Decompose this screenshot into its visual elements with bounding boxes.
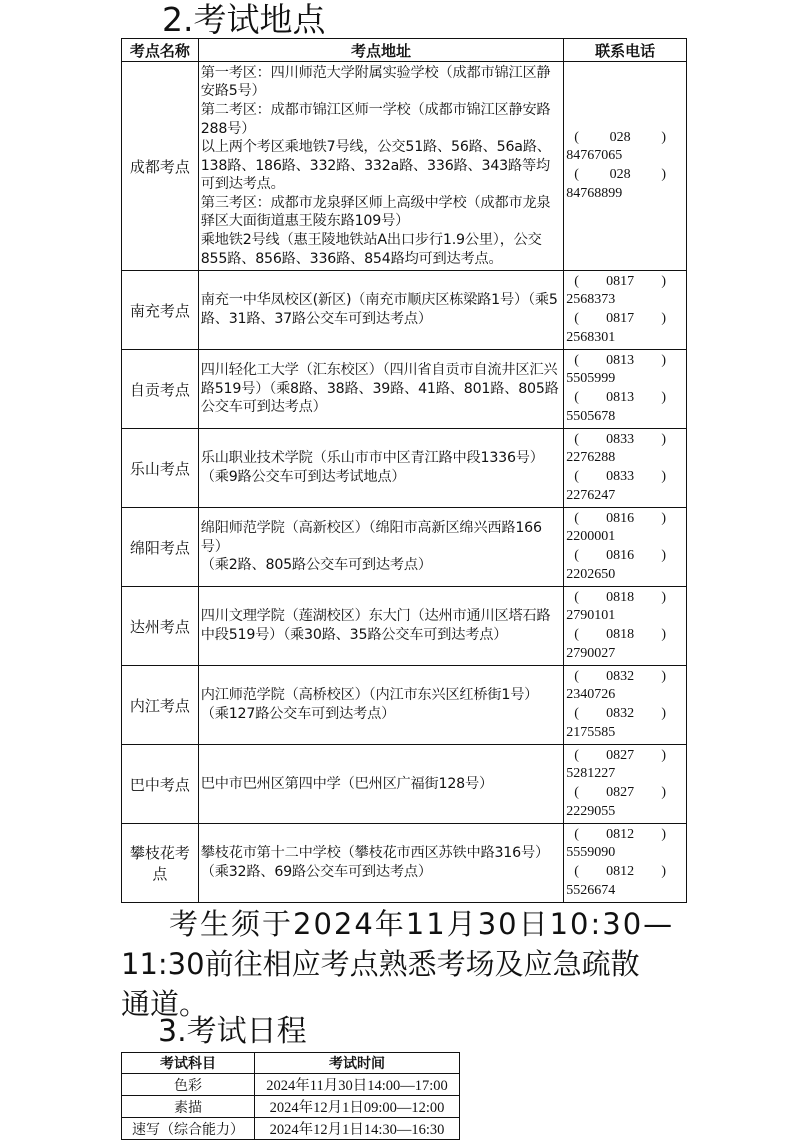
phone-number: 84768899 <box>566 185 623 201</box>
site-name: 内江考点 <box>122 666 199 745</box>
header-time: 考试时间 <box>255 1053 460 1074</box>
header-site-address: 考点地址 <box>198 39 564 62</box>
site-address <box>198 508 564 587</box>
phone-number: 2200001 <box>566 529 616 545</box>
phone-area-code: ( 0813 ) <box>574 390 666 405</box>
table-row <box>122 666 687 745</box>
exam-time: 2024年12月1日09:00—12:00 <box>255 1096 460 1118</box>
site-address <box>198 62 564 271</box>
phone-number: 2175585 <box>566 724 616 740</box>
phone-area-code: ( 028 ) <box>574 129 666 145</box>
address-line: 四川文理学院（莲湖校区）东大门（达州市通川区塔石路中段519号）（乘30路、35路公交车可到达考点） <box>200 608 551 643</box>
table-row <box>122 1074 460 1096</box>
phone-number: 5281227 <box>566 766 616 782</box>
phone-area-code: ( 0818 ) <box>574 627 666 642</box>
table-row <box>122 62 687 271</box>
phone-area-code: ( 0832 ) <box>574 668 666 684</box>
phone-number: 2276247 <box>566 487 616 503</box>
phone-area-code: ( 0833 ) <box>574 469 666 484</box>
site-address <box>198 587 564 666</box>
site-name: 成都考点 <box>122 62 199 271</box>
phone-area-code: ( 0827 ) <box>574 747 666 763</box>
phone-number: 5526674 <box>566 882 616 898</box>
notice-line-2: 11:30前往相应考点熟悉考场及应急疏散 <box>121 947 640 981</box>
phone-area-code: ( 0816 ) <box>574 548 666 563</box>
site-address <box>198 271 564 350</box>
header-subject: 考试科目 <box>122 1053 255 1074</box>
table-header-row <box>122 39 687 62</box>
site-phones <box>564 824 687 903</box>
site-name: 巴中考点 <box>122 745 199 824</box>
phone-area-code: ( 0812 ) <box>574 826 666 842</box>
notice-line-3: 通道。 <box>121 987 209 1021</box>
address-line: 攀枝花市第十二中学校（攀枝花市西区苏铁中路316号） <box>200 845 549 862</box>
exam-time: 2024年11月30日14:00—17:00 <box>255 1074 460 1096</box>
table-row <box>122 1096 460 1118</box>
address-line: （乘2路、805路公交车可到达考点） <box>200 557 432 574</box>
site-address <box>198 350 564 429</box>
phone-area-code: ( 0812 ) <box>574 864 666 879</box>
header-contact-phone: 联系电话 <box>564 39 687 62</box>
address-line: 四川轻化工大学（汇东校区）（四川省自贡市自流井区汇兴路519号）（乘8路、38路、39路、41路、801路、805路公交车可到达考点） <box>200 362 559 416</box>
arrival-notice <box>121 904 687 1024</box>
address-line: 第一考区：四川师范大学附属实验学校（成都市锦江区静安路5号） <box>200 64 551 100</box>
address-line: 乘地铁2号线（惠王陵地铁站A出口步行1.9公里），公交855路、856路、336路、854路均可到达考点。 <box>200 232 542 267</box>
address-line: 巴中市巴州区第四中学（巴州区广福街128号） <box>200 775 493 792</box>
phone-number: 2276288 <box>566 450 616 466</box>
exam-subject: 素描 <box>122 1096 255 1118</box>
table-row <box>122 587 687 666</box>
phone-number: 2790027 <box>566 645 616 661</box>
phone-area-code: ( 0833 ) <box>574 431 666 447</box>
site-phones <box>564 271 687 350</box>
site-name: 乐山考点 <box>122 429 199 508</box>
section-title-exam-schedule: 3.考试日程 <box>158 1014 307 1049</box>
site-name: 绵阳考点 <box>122 508 199 587</box>
table-row <box>122 508 687 587</box>
phone-number: 2568301 <box>566 329 616 345</box>
exam-locations-table <box>121 38 687 903</box>
table-header-row <box>122 1053 460 1074</box>
site-address <box>198 666 564 745</box>
address-line: 以上两个考区乘地铁7号线，公交51路、56路、56a路、138路、186路、332路、332a路、336路、343路等均可到达考点。 <box>200 139 551 193</box>
phone-area-code: ( 0827 ) <box>574 785 666 800</box>
site-phones <box>564 587 687 666</box>
phone-area-code: ( 028 ) <box>574 167 666 182</box>
header-site-name: 考点名称 <box>122 39 199 62</box>
phone-area-code: ( 0832 ) <box>574 706 666 721</box>
phone-number: 2202650 <box>566 566 616 582</box>
phone-number: 2790101 <box>566 608 616 624</box>
address-line: 绵阳师范学院（高新校区）（绵阳市高新区绵兴西路166号） <box>200 520 542 555</box>
site-phones <box>564 62 687 271</box>
site-address <box>198 745 564 824</box>
exam-schedule-table <box>121 1052 460 1140</box>
address-line: 第三考区：成都市龙泉驿区师上高级中学校（成都市龙泉驿区大面街道惠王陵东路109号） <box>200 194 551 230</box>
site-phones <box>564 666 687 745</box>
phone-number: 2340726 <box>566 687 616 703</box>
exam-subject: 速写（综合能力） <box>122 1118 255 1140</box>
phone-area-code: ( 0818 ) <box>574 589 666 605</box>
phone-number: 5505999 <box>566 371 616 387</box>
table-row <box>122 429 687 508</box>
site-name: 自贡考点 <box>122 350 199 429</box>
site-phones <box>564 429 687 508</box>
phone-number: 84767065 <box>566 148 623 164</box>
phone-number: 5559090 <box>566 845 616 861</box>
address-line: 第二考区：成都市锦江区师一学校（成都市锦江区静安路288号） <box>200 101 551 137</box>
phone-area-code: ( 0817 ) <box>574 273 666 289</box>
site-name: 南充考点 <box>122 271 199 350</box>
phone-area-code: ( 0816 ) <box>574 510 666 526</box>
site-address <box>198 824 564 903</box>
address-line: 内江师范学院（高桥校区）（内江市东兴区红桥街1号） <box>200 687 539 704</box>
table-row <box>122 1118 460 1140</box>
site-phones <box>564 745 687 824</box>
site-phones <box>564 350 687 429</box>
phone-number: 5505678 <box>566 408 616 424</box>
notice-line-1: 考生须于2024年11月30日10:30— <box>169 907 675 941</box>
address-line: 南充一中华凤校区(新区)（南充市顺庆区栋梁路1号）（乘5路、31路、37路公交车可到达考点） <box>200 292 558 327</box>
exam-time: 2024年12月1日14:30—16:30 <box>255 1118 460 1140</box>
phone-number: 2229055 <box>566 803 616 819</box>
table-row <box>122 745 687 824</box>
site-phones <box>564 508 687 587</box>
phone-area-code: ( 0813 ) <box>574 352 666 368</box>
address-line: （乘32路、69路公交车可到达考点） <box>200 864 432 880</box>
address-line: （乘127路公交车可到达考点） <box>200 706 396 722</box>
table-row <box>122 350 687 429</box>
site-name: 攀枝花考点 <box>122 824 199 903</box>
exam-subject: 色彩 <box>122 1074 255 1096</box>
section-title-exam-locations: 2.考试地点 <box>162 0 326 39</box>
phone-area-code: ( 0817 ) <box>574 311 666 326</box>
site-address <box>198 429 564 508</box>
table-row <box>122 824 687 903</box>
table-row <box>122 271 687 350</box>
address-line: 乐山职业技术学院（乐山市市中区青江路中段1336号）（乘9路公交车可到达考试地点） <box>200 450 544 485</box>
phone-number: 2568373 <box>566 292 616 308</box>
site-name: 达州考点 <box>122 587 199 666</box>
